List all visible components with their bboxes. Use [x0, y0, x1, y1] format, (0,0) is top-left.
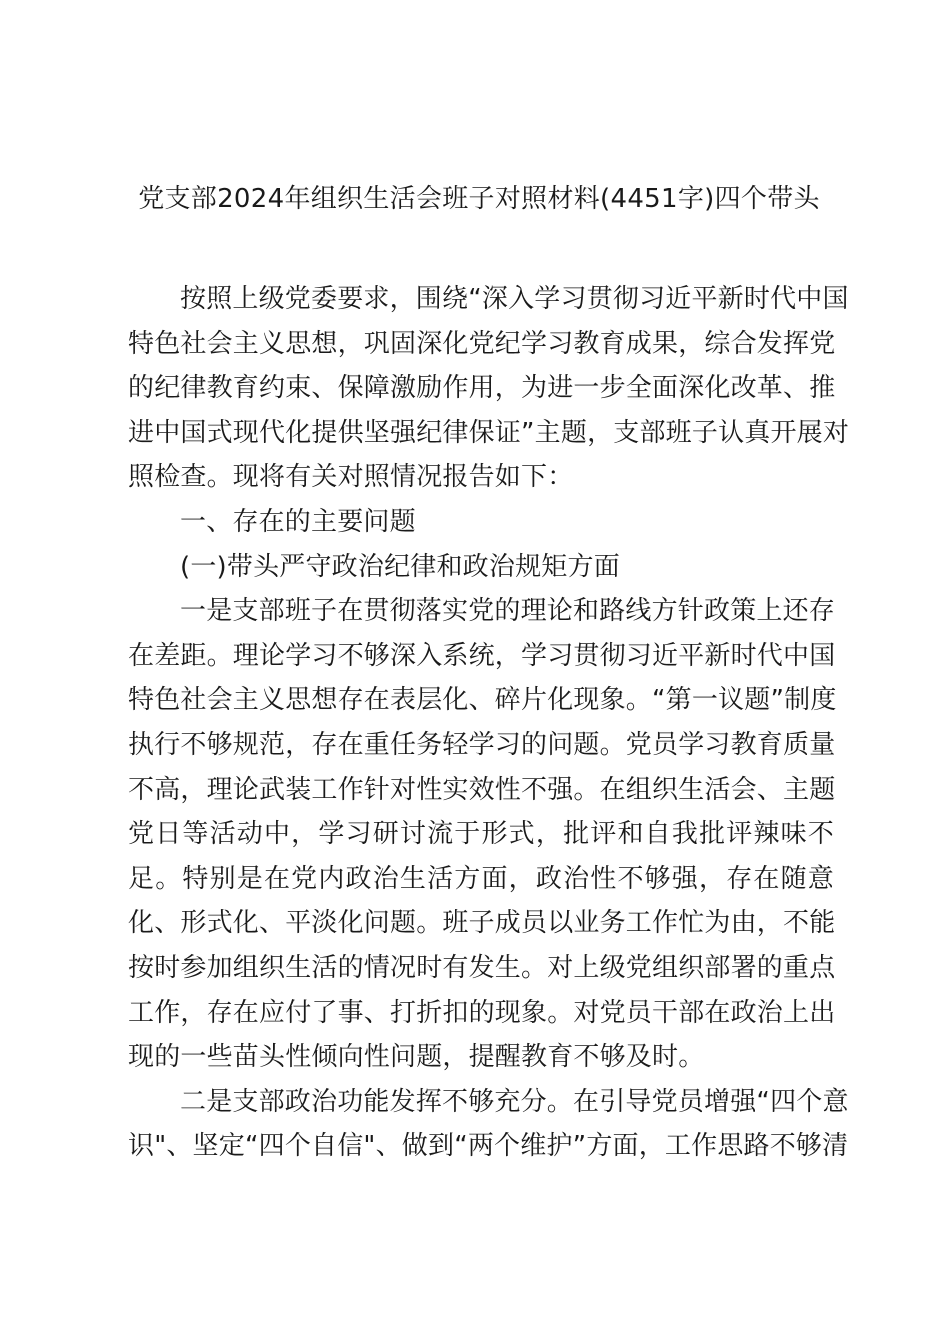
text-line: 执行不够规范，存在重任务轻学习的问题。党员学习教育质量: [128, 729, 836, 760]
document-title: 党支部2024年组织生活会班子对照材料(4451字)四个带头: [138, 184, 820, 214]
text-line: 现的一些苗头性倾向性问题，提醒教育不够及时。: [128, 1042, 705, 1073]
document-body: [128, 277, 850, 1169]
text-line: 按照上级党委要求，围绕“深入学习贯彻习近平新时代中国: [180, 284, 849, 314]
text-line: (一)带头严守政治纪律和政治规矩方面: [180, 551, 620, 582]
text-line: 党日等活动中，学习研讨流于形式，批评和自我批评辣味不: [128, 819, 834, 850]
text-line: 不高，理论武装工作针对性实效性不强。在组织生活会、主题: [128, 774, 836, 805]
text-line: 化、形式化、平淡化问题。班子成员以业务工作忙为由，不能: [128, 908, 836, 939]
text-line: 足。特别是在党内政治生活方面，政治性不够强，存在随意: [128, 863, 834, 894]
text-line: 一、存在的主要问题: [180, 506, 416, 537]
text-line: 特色社会主义思想存在表层化、碎片化现象。“第一议题”制度: [128, 685, 837, 716]
text-line: 识"、坚定“四个自信"、做到“两个维护”方面，工作思路不够清: [128, 1131, 849, 1162]
text-line: 按时参加组织生活的情况时有发生。对上级党组织部署的重点: [128, 952, 836, 983]
text-line: 进中国式现代化提供坚强纪律保证”主题，支部班子认真开展对: [128, 417, 850, 448]
text-line: 的纪律教育约束、保障激励作用，为进一步全面深化改革、推: [128, 373, 836, 404]
text-line: 在差距。理论学习不够深入系统，学习贯彻习近平新时代中国: [128, 640, 836, 671]
text-line: 照检查。现将有关对照情况报告如下：: [128, 462, 574, 493]
text-line: 工作，存在应付了事、打折扣的现象。对党员干部在政治上出: [128, 997, 836, 1028]
text-line: 二是支部政治功能发挥不够充分。在引导党员增强“四个意: [180, 1086, 849, 1117]
text-line: 特色社会主义思想，巩固深化党纪学习教育成果，综合发挥党: [128, 328, 836, 359]
text-line: 一是支部班子在贯彻落实党的理论和路线方针政策上还存: [180, 596, 836, 627]
